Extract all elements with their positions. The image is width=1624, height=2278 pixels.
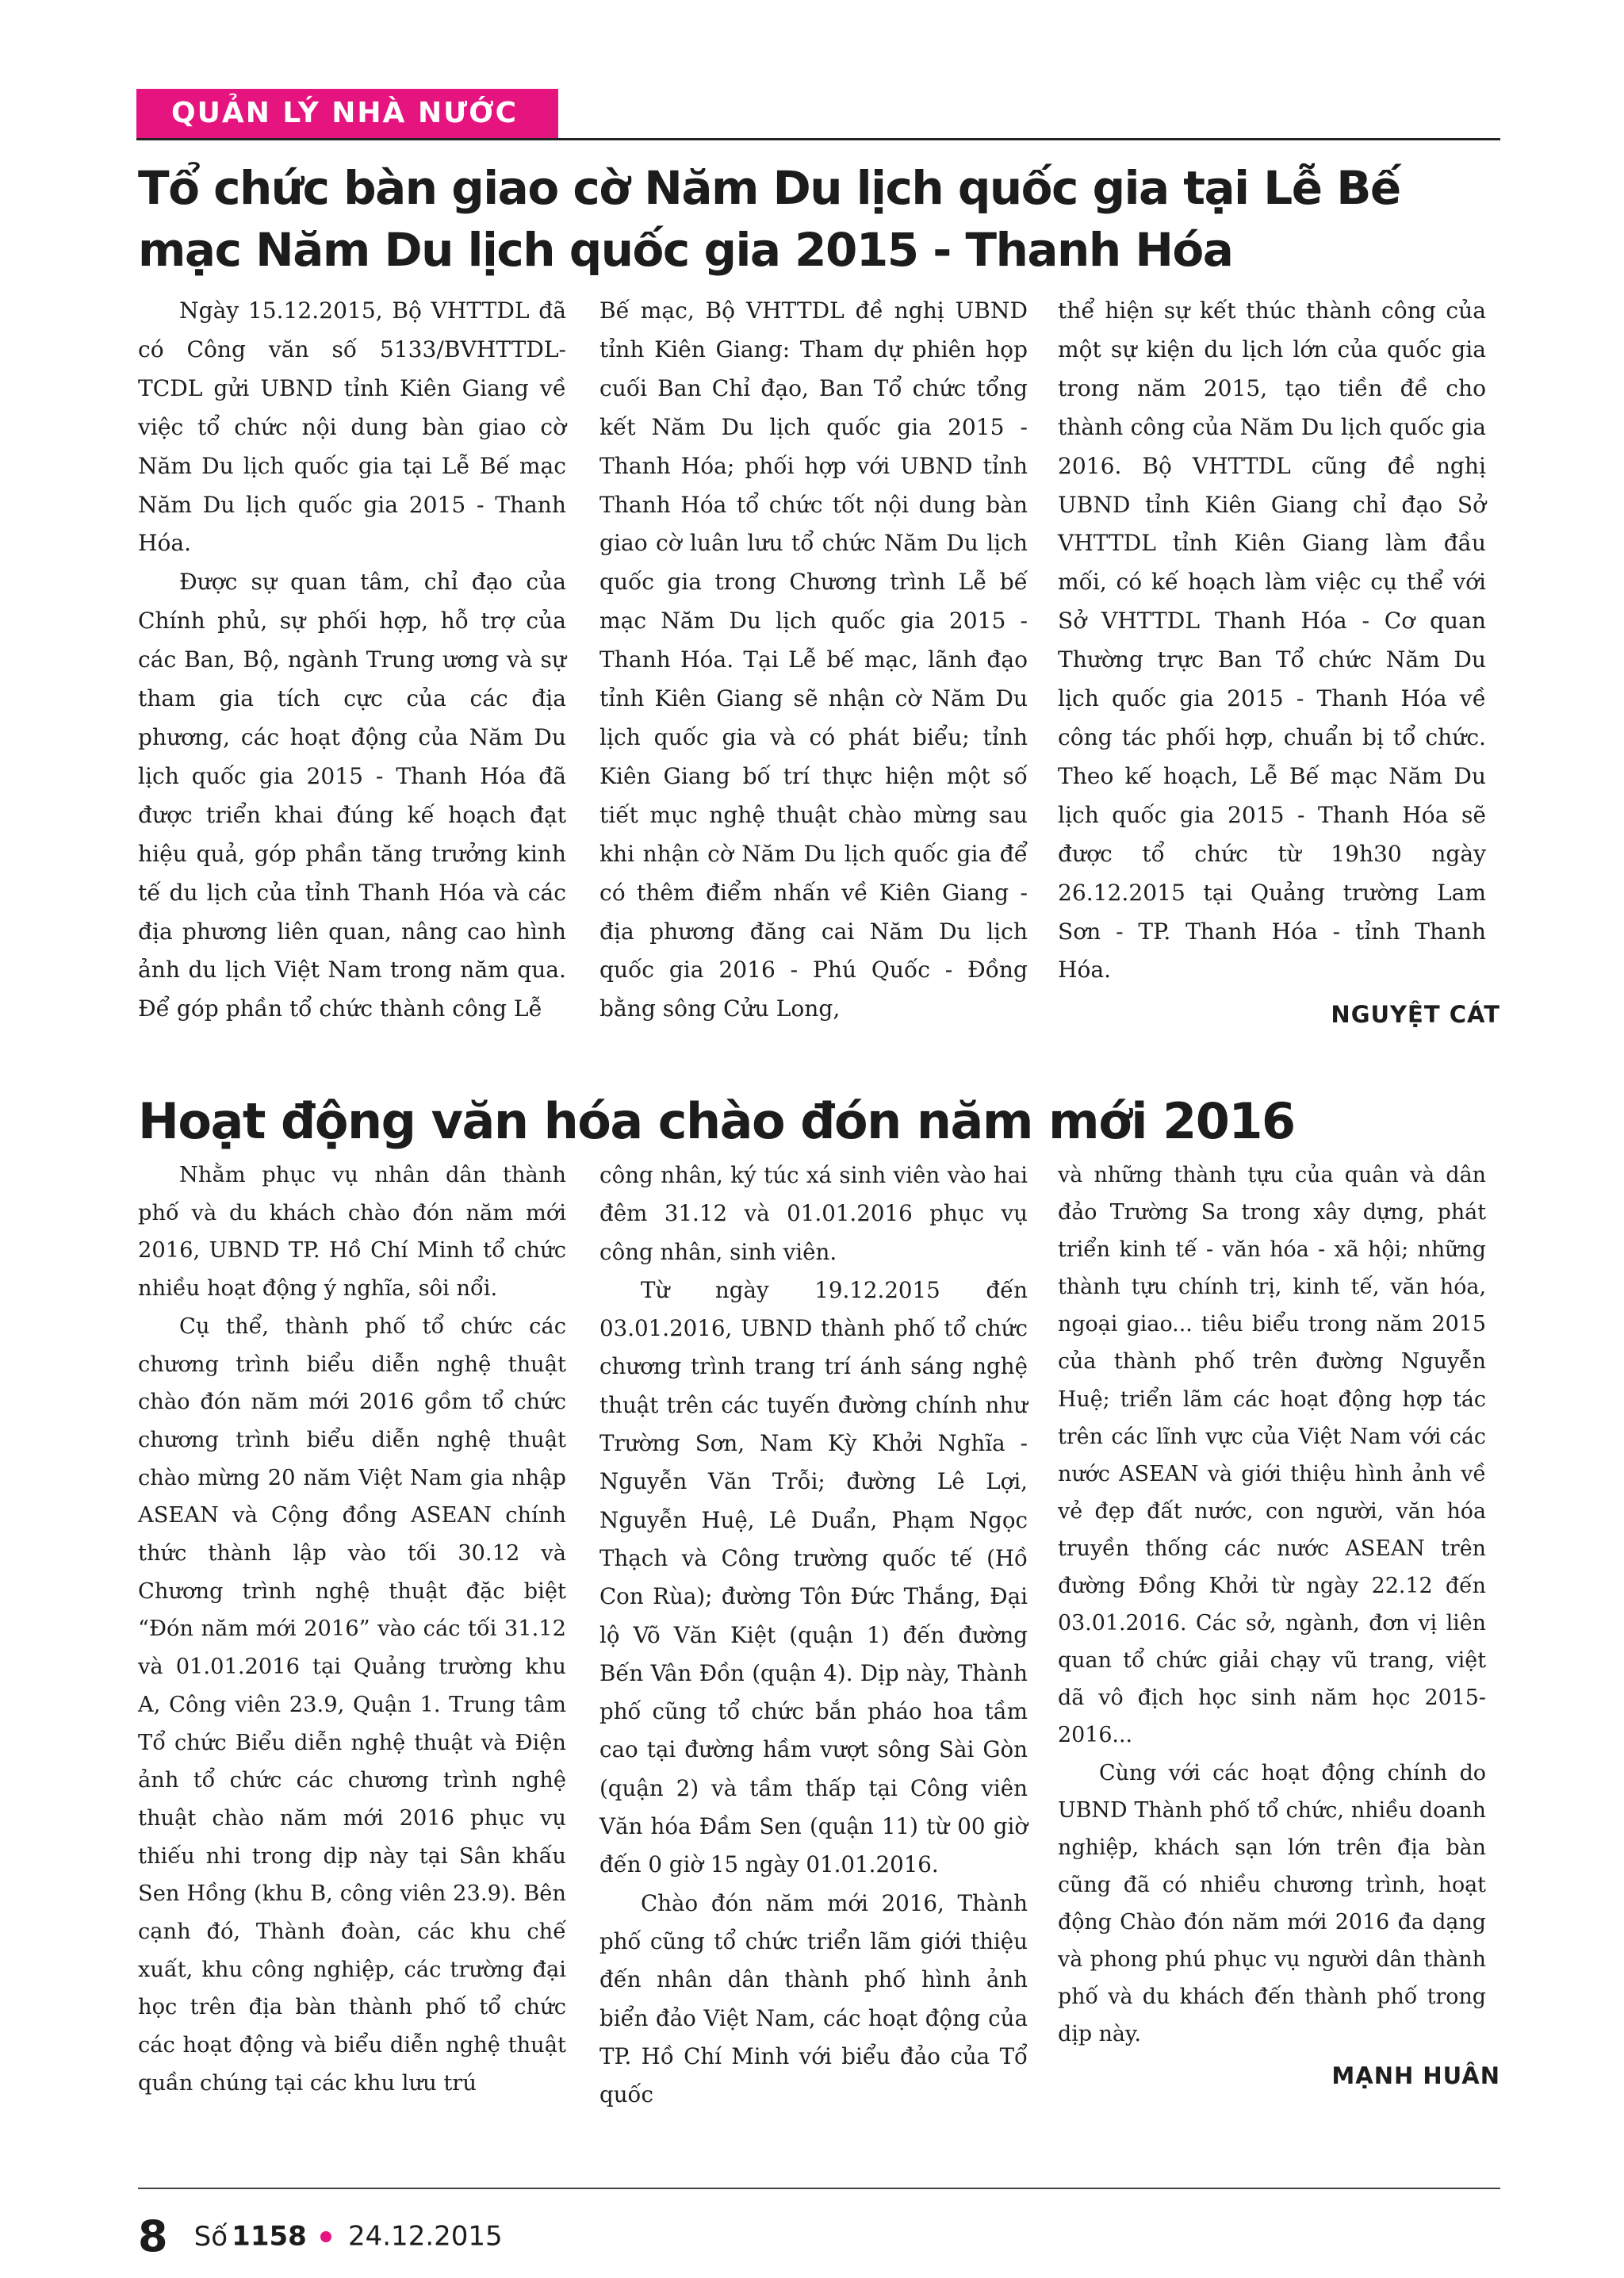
issue-prefix: Số [193, 2220, 228, 2253]
article1-byline: NGUYỆT CÁT [1331, 1001, 1500, 1028]
article2-paragraph: Nhằm phục vụ nhân dân thành phố và du khách chào đón năm mới 2016, UBND TP. Hồ Chí Minh tổ chức nhiều hoạt động ý nghĩa, sôi nổi. [138, 1163, 566, 1302]
article2-paragraph: Chào đón năm mới 2016, Thành phố cũng tổ chức triển lãm giới thiệu đến nhân dân thành phố hình ảnh biển đảo Việt Nam, các hoạt động của TP. Hồ Chí Minh với biểu đảo của Tổ quốc [599, 1889, 1028, 2108]
section-tag-label: QUẢN LÝ NHÀ NƯỚC [171, 97, 519, 129]
article2-paragraph: Từ ngày 19.12.2015 đến 03.01.2016, UBND thành phố tổ chức chương trình trang trí ánh sáng nghệ thuật trên các tuyến đường chính như Trường Sơn, Nam Kỳ Khởi Nghĩa - Nguyễn Văn Trỗi; đường Lê Lợi, Nguyễn Huệ, Lê Duẩn, Phạm Ngọc Thạch và Công trường quốc tế (Hồ Con Rùa); đường Tôn Đức Thắng, Đại lộ Võ Văn Kiệt (quận 1) đến đường Bến Vân Đồn (quận 4). Dịp này, Thành phố cũng tổ chức bắn pháo hoa tầm cao tại đường hầm vượt sông Sài Gòn (quận 2) và tầm thấp tại Công viên Văn hóa Đầm Sen (quận 11) từ 00 giờ đến 0 giờ 15 ngày 01.01.2016. [599, 1276, 1028, 1878]
article2-column-2 [599, 1156, 1028, 2114]
article1-title: Tổ chức bàn giao cờ Năm Du lịch quốc gia tại Lễ Bế mạc Năm Du lịch quốc gia 2015 - Thanh Hóa [138, 161, 1400, 277]
page-number: 8 [138, 2211, 168, 2261]
issue-date: 24.12.2015 [347, 2220, 503, 2253]
section-tag [136, 89, 558, 138]
article2-column-1 [138, 1156, 566, 2103]
article2-title: Hoạt động văn hóa chào đón năm mới 2016 [138, 1092, 1295, 1150]
article1-paragraph: Được sự quan tâm, chỉ đạo của Chính phủ, sự phối hợp, hỗ trợ của các Ban, Bộ, ngành Trung ương và sự tham gia tích cực của các địa phương, các hoạt động của Năm Du lịch quốc gia 2015 - Thanh Hóa đã được triển khai đúng kế hoạch đạt hiệu quả, góp phần tăng trưởng kinh tế du lịch của tỉnh Thanh Hóa và các địa phương liên quan, nâng cao hình ảnh du lịch Việt Nam trong năm qua. Để góp phần tổ chức thành công Lễ [138, 569, 566, 1022]
article2-byline: MẠNH HUÂN [1331, 2062, 1500, 2089]
footer-rule [138, 2188, 1500, 2189]
header-rule [136, 138, 1500, 140]
article1-column-3 [1058, 292, 1486, 990]
page-footer [138, 2211, 503, 2261]
article2-paragraph: Cụ thể, thành phố tổ chức các chương trình biểu diễn nghệ thuật chào đón năm mới 2016 gồm tổ chức chương trình biểu diễn nghệ thuật chào mừng 20 năm Việt Nam gia nhập ASEAN và Cộng đồng ASEAN chính thức thành lập vào tối 30.12 và Chương trình nghệ thuật đặc biệt “Đón năm mới 2016” vào các tối 31.12 và 01.01.2016 tại Quảng trường khu A, Công viên 23.9, Quận 1. Trung tâm Tổ chức Biểu diễn nghệ thuật và Điện ảnh tổ chức các chương trình nghệ thuật chào năm mới 2016 phục vụ thiếu nhi trong dịp này tại Sân khấu Sen Hồng (khu B, công viên 23.9). Bên cạnh đó, Thành đoàn, các khu chế xuất, khu công nghiệp, các trường đại học trên địa bàn thành phố tổ chức các hoạt động và biểu diễn nghệ thuật quần chúng tại các khu lưu trú [138, 1313, 566, 2096]
article1-paragraph: thể hiện sự kết thúc thành công của một sự kiện du lịch lớn của quốc gia trong năm 2015, tạo tiền đề cho thành công của Năm Du lịch quốc gia 2016. Bộ VHTTDL cũng đề nghị UBND tỉnh Kiên Giang chỉ đạo Sở VHTTDL tỉnh Kiên Giang làm đầu mối, có kế hoạch làm việc cụ thể với Sở VHTTDL Thanh Hóa - Cơ quan Thường trực Ban Tổ chức Năm Du lịch quốc gia 2015 - Thanh Hóa về công tác phối hợp, chuẩn bị tổ chức. Theo kế hoạch, Lễ Bế mạc Năm Du lịch quốc gia 2015 - Thanh Hóa sẽ được tổ chức từ 19h30 ngày 26.12.2015 tại Quảng trường Lam Sơn - TP. Thanh Hóa - tỉnh Thanh Hóa. [1058, 297, 1486, 984]
article1-column-2 [599, 292, 1028, 1029]
issue-number: 1158 [232, 2220, 307, 2253]
article1-paragraph: Ngày 15.12.2015, Bộ VHTTDL đã có Công văn số 5133/BVHTTDL-TCDL gửi UBND tỉnh Kiên Giang về việc tổ chức nội dung bàn giao cờ Năm Du lịch quốc gia tại Lễ Bế mạc Năm Du lịch quốc gia 2015 - Thanh Hóa. [138, 297, 566, 557]
bullet-dot-icon [320, 2231, 331, 2242]
article1-column-1 [138, 292, 566, 1029]
article2-paragraph: công nhân, ký túc xá sinh viên vào hai đêm 31.12 và 01.01.2016 phục vụ công nhân, sinh viên. [599, 1162, 1028, 1265]
article2-column-3 [1058, 1156, 1486, 2053]
article2-paragraph: và những thành tựu của quân và dân đảo Trường Sa trong xây dựng, phát triển kinh tế - văn hóa - xã hội; những thành tựu chính trị, kinh tế, văn hóa, ngoại giao... tiêu biểu trong năm 2015 của thành phố trên đường Nguyễn Huệ; triển lãm các hoạt động hợp tác trên các lĩnh vực của Việt Nam với các nước ASEAN và giới thiệu hình ảnh về vẻ đẹp đất nước, con người, văn hóa truyền thống các nước ASEAN trên đường Đồng Khởi từ ngày 22.12 đến 03.01.2016. Các sở, ngành, đơn vị liên quan tổ chức giải chạy vũ trang, việt dã vô địch học sinh năm học 2015-2016... [1058, 1163, 1486, 1748]
article2-paragraph: Cùng với các hoạt động chính do UBND Thành phố tổ chức, nhiều doanh nghiệp, khách sạn lớn trên địa bàn cũng đã có nhiều chương trình, hoạt động Chào đón năm mới 2016 đa dạng và phong phú phục vụ người dân thành phố và du khách đến thành phố trong dịp này. [1058, 1760, 1486, 2047]
article1-paragraph: Bế mạc, Bộ VHTTDL đề nghị UBND tỉnh Kiên Giang: Tham dự phiên họp cuối Ban Chỉ đạo, Ban Tổ chức tổng kết Năm Du lịch quốc gia 2015 - Thanh Hóa; phối hợp với UBND tỉnh Thanh Hóa tổ chức tốt nội dung bàn giao cờ luân lưu tổ chức Năm Du lịch quốc gia trong Chương trình Lễ bế mạc Năm Du lịch quốc gia 2015 - Thanh Hóa. Tại Lễ bế mạc, lãnh đạo tỉnh Kiên Giang sẽ nhận cờ Năm Du lịch quốc gia và có phát biểu; tỉnh Kiên Giang bố trí thực hiện một số tiết mục nghệ thuật chào mừng sau khi nhận cờ Năm Du lịch quốc gia để có thêm điểm nhấn về Kiên Giang - địa phương đăng cai Năm Du lịch quốc gia 2016 - Phú Quốc - Đồng bằng sông Cửu Long, [599, 297, 1028, 1022]
